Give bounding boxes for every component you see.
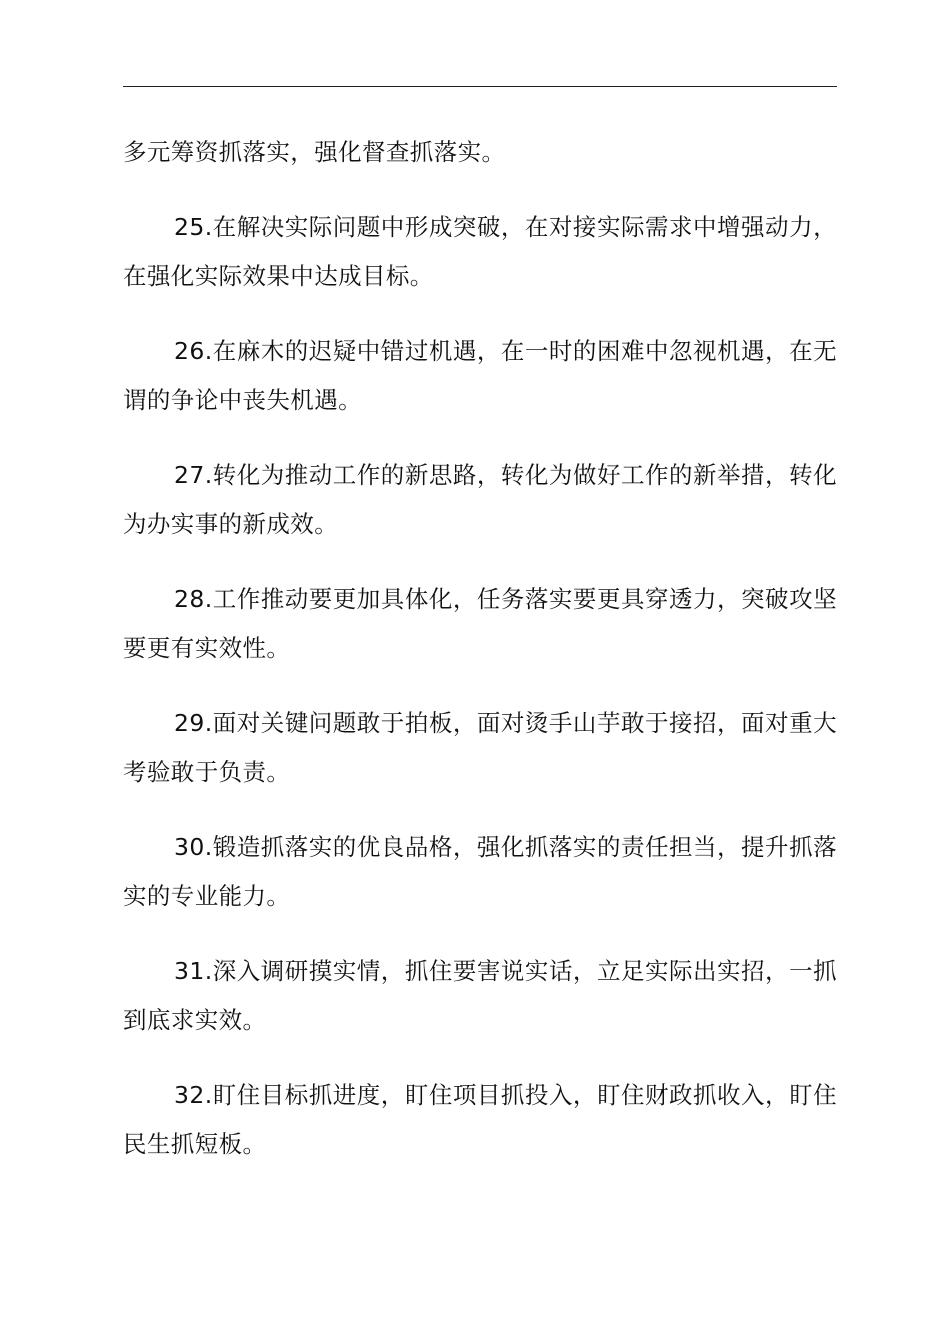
paragraph-31: 31.深入调研摸实情，抓住要害说实话，立足实际出实招，一抓到底求实效。 [123, 957, 837, 1034]
header-rule [123, 86, 837, 87]
paragraph-28: 28.工作推动要更加具体化，任务落实要更具穿透力，突破攻坚要更有实效性。 [123, 585, 837, 662]
paragraph-continuation: 多元筹资抓落实，强化督查抓落实。 [123, 138, 506, 166]
document-body [123, 128, 837, 1195]
paragraph-30: 30.锻造抓落实的优良品格，强化抓落实的责任担当，提升抓落实的专业能力。 [123, 833, 837, 910]
paragraph-32: 32.盯住目标抓进度，盯住项目抓投入，盯住财政抓收入，盯住民生抓短板。 [123, 1081, 837, 1158]
paragraph-29: 29.面对关键问题敢于拍板，面对烫手山芋敢于接招，面对重大考验敢于负责。 [123, 709, 837, 786]
paragraph-25: 25.在解决实际问题中形成突破，在对接实际需求中增强动力，在强化实际效果中达成目标。 [123, 213, 837, 290]
paragraph-27: 27.转化为推动工作的新思路，转化为做好工作的新举措，转化为办实事的新成效。 [123, 461, 837, 538]
paragraph-26: 26.在麻木的迟疑中错过机遇，在一时的困难中忽视机遇，在无谓的争论中丧失机遇。 [123, 337, 837, 414]
